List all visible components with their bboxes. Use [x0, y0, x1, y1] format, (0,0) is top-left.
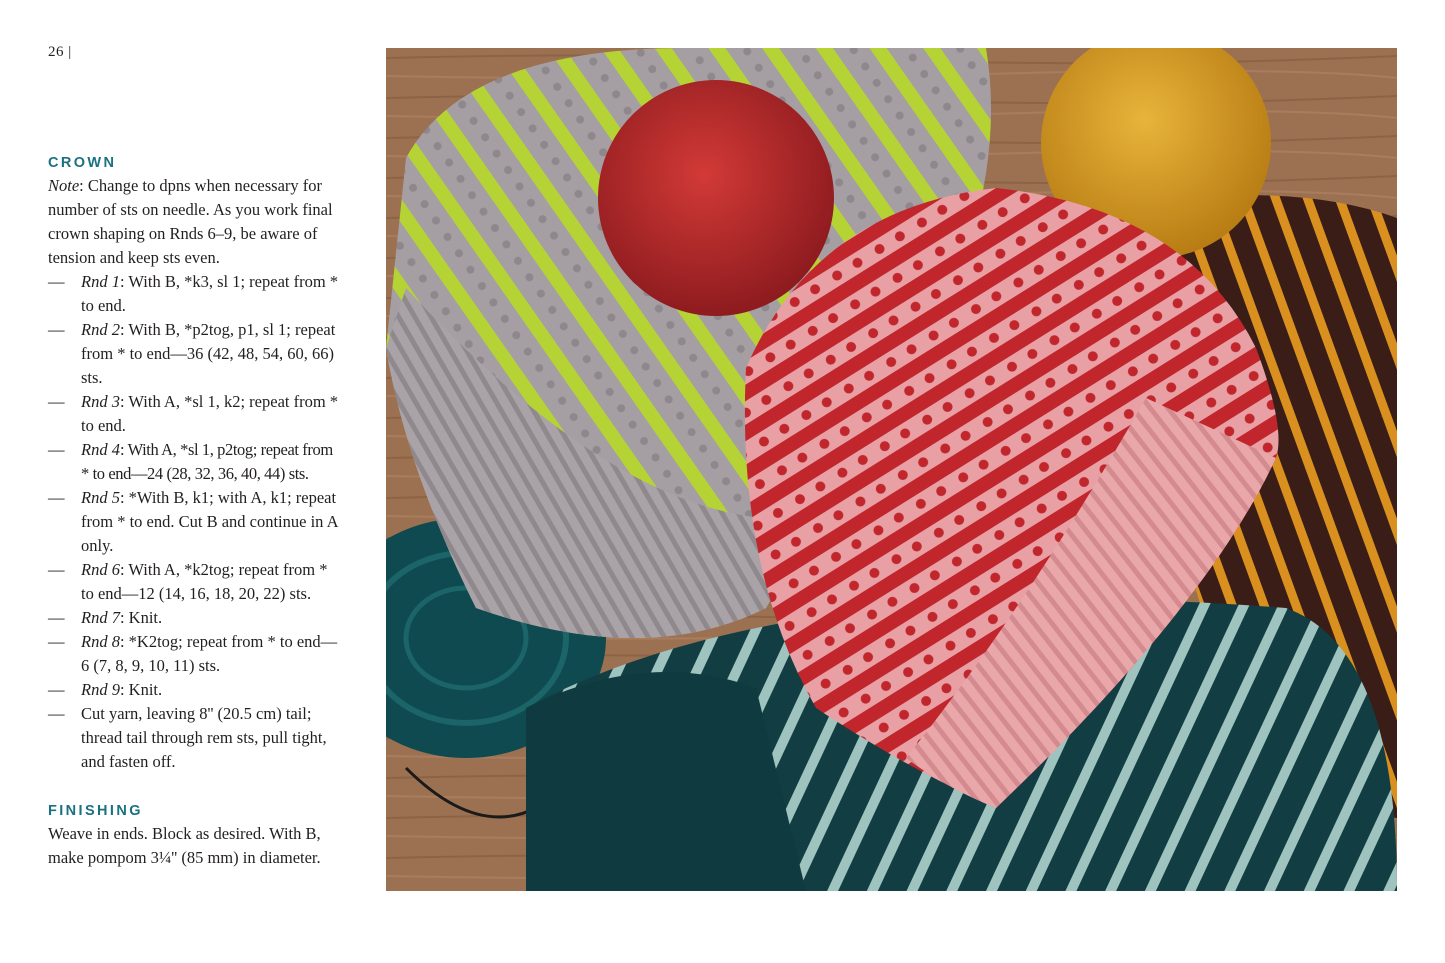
- step-text: : *K2tog; repeat from * to end—6 (7, 8, 9, 10, 11) sts.: [81, 632, 338, 675]
- step-label: Rnd 9: [81, 680, 120, 699]
- list-item: [48, 630, 340, 678]
- list-item: [48, 318, 340, 390]
- crown-heading: CROWN: [48, 155, 117, 171]
- dash-marker: —: [48, 440, 65, 459]
- step-label: Rnd 7: [81, 608, 120, 627]
- dash-marker: —: [48, 560, 65, 579]
- step-label: Rnd 3: [81, 392, 120, 411]
- list-item: [48, 606, 340, 630]
- step-text: : With B, *p2tog, p1, sl 1; repeat from * to end—36 (42, 48, 54, 60, 66) sts.: [81, 320, 336, 387]
- crown-steps-list: [48, 270, 340, 774]
- finishing-heading: FINISHING: [48, 803, 143, 819]
- crown-note: [48, 174, 340, 270]
- finishing-text: Weave in ends. Block as desired. With B, make pompom 3¼'' (85 mm) in diameter.: [48, 824, 321, 867]
- dash-marker: —: [48, 392, 65, 411]
- note-text: : Change to dpns when necessary for number of sts on needle. As you work final crown shaping on Rnds 6–9, be aware of tension and keep sts even.: [48, 176, 333, 267]
- step-text: : *With B, k1; with A, k1; repeat from * to end. Cut B and continue in A only.: [81, 488, 338, 555]
- step-label: Rnd 1: [81, 272, 120, 291]
- list-item: [48, 438, 340, 486]
- knitted-hats-photo: [386, 48, 1397, 891]
- step-text: : Knit.: [119, 608, 163, 627]
- dash-marker: —: [48, 272, 65, 291]
- dash-marker: —: [48, 488, 65, 507]
- step-text: : With A, *sl 1, k2; repeat from * to end.: [81, 392, 339, 435]
- note-label: Note: [48, 176, 80, 195]
- step-label: Rnd 8: [81, 632, 120, 651]
- dash-marker: —: [48, 320, 65, 339]
- step-text: : With A, *sl 1, p2tog; repeat from * to end—24 (28, 32, 36, 40, 44) sts.: [81, 440, 333, 483]
- dash-marker: —: [48, 608, 65, 627]
- step-text: : With B, *k3, sl 1; repeat from * to end.: [81, 272, 339, 315]
- step-label: Rnd 6: [81, 560, 120, 579]
- list-item: [48, 558, 340, 606]
- pattern-text-column: [48, 152, 340, 870]
- step-label: Rnd 4: [81, 440, 120, 459]
- step-label: Rnd 5: [81, 488, 120, 507]
- step-text: : With A, *k2tog; repeat from * to end—12 (14, 16, 18, 20, 22) sts.: [81, 560, 328, 603]
- dash-marker: —: [48, 704, 65, 723]
- list-item: [48, 390, 340, 438]
- list-item: [48, 702, 340, 774]
- step-text: : Knit.: [119, 680, 163, 699]
- dash-marker: —: [48, 680, 65, 699]
- list-item: [48, 270, 340, 318]
- dash-marker: —: [48, 632, 65, 651]
- step-text: Cut yarn, leaving 8'' (20.5 cm) tail; thread tail through rem sts, pull tight, and fasten off.: [81, 704, 327, 771]
- step-label: Rnd 2: [81, 320, 120, 339]
- page-number: 26 |: [48, 44, 72, 60]
- list-item: [48, 678, 340, 702]
- list-item: [48, 486, 340, 558]
